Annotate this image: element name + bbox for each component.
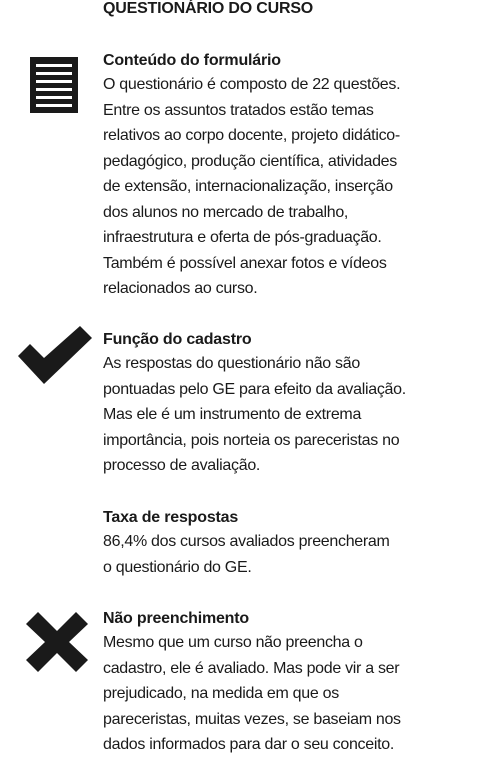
section-conteudo xyxy=(103,50,483,302)
body-line: cadastro, ele é avaliado. Mas pode vir a ser xyxy=(103,659,400,677)
body-line: As respostas do questionário não são xyxy=(103,355,360,372)
checkmark-icon xyxy=(18,326,92,384)
body-line: pedagógico, produção científica, atividades xyxy=(103,152,397,170)
body-line: Também é possível anexar fotos e vídeos xyxy=(103,254,387,272)
section-heading: Não preenchimento xyxy=(103,610,249,627)
body-line: processo de avaliação. xyxy=(103,457,261,474)
body-line: pareceristas, muitas vezes, se baseiam nos xyxy=(103,710,401,728)
body-line: Mesmo que um curso não preencha o xyxy=(103,634,363,651)
body-line: importância, pois norteia os pareceristas no xyxy=(103,431,400,449)
section-taxa xyxy=(103,507,483,580)
section-body xyxy=(103,529,483,580)
list-icon xyxy=(30,57,78,113)
body-line: prejudicado, na medida em que os xyxy=(103,685,339,702)
section-body xyxy=(103,630,483,758)
body-line: 86,4% dos cursos avaliados preencheram xyxy=(103,533,390,550)
body-line: de extensão, internacionalização, inserção xyxy=(103,178,393,195)
body-line: Entre os assuntos tratados estão temas xyxy=(103,101,374,119)
body-line: O questionário é composto de 22 questões. xyxy=(103,76,401,93)
section-nao-preenchimento xyxy=(103,608,483,758)
page-title: QUESTIONÁRIO DO CURSO xyxy=(103,0,314,17)
section-heading: Função do cadastro xyxy=(103,331,252,348)
section-funcao xyxy=(103,329,483,479)
body-line: dos alunos no mercado de trabalho, xyxy=(103,203,349,221)
body-line: o questionário do GE. xyxy=(103,558,252,576)
body-line: Mas ele é um instrumento de extrema xyxy=(103,406,362,423)
body-line: relativos ao corpo docente, projeto didático- xyxy=(103,127,400,144)
body-line: relacionados ao curso. xyxy=(103,280,258,297)
body-line: dados informados para dar o seu conceito. xyxy=(103,736,394,753)
section-body xyxy=(103,72,483,302)
section-heading: Conteúdo do formulário xyxy=(103,52,281,69)
cross-icon xyxy=(26,612,88,672)
body-line: pontuadas pelo GE para efeito da avaliação. xyxy=(103,380,406,398)
section-heading: Taxa de respostas xyxy=(103,509,239,526)
body-line: infraestrutura e oferta de pós-graduação. xyxy=(103,229,382,246)
section-body xyxy=(103,351,483,479)
